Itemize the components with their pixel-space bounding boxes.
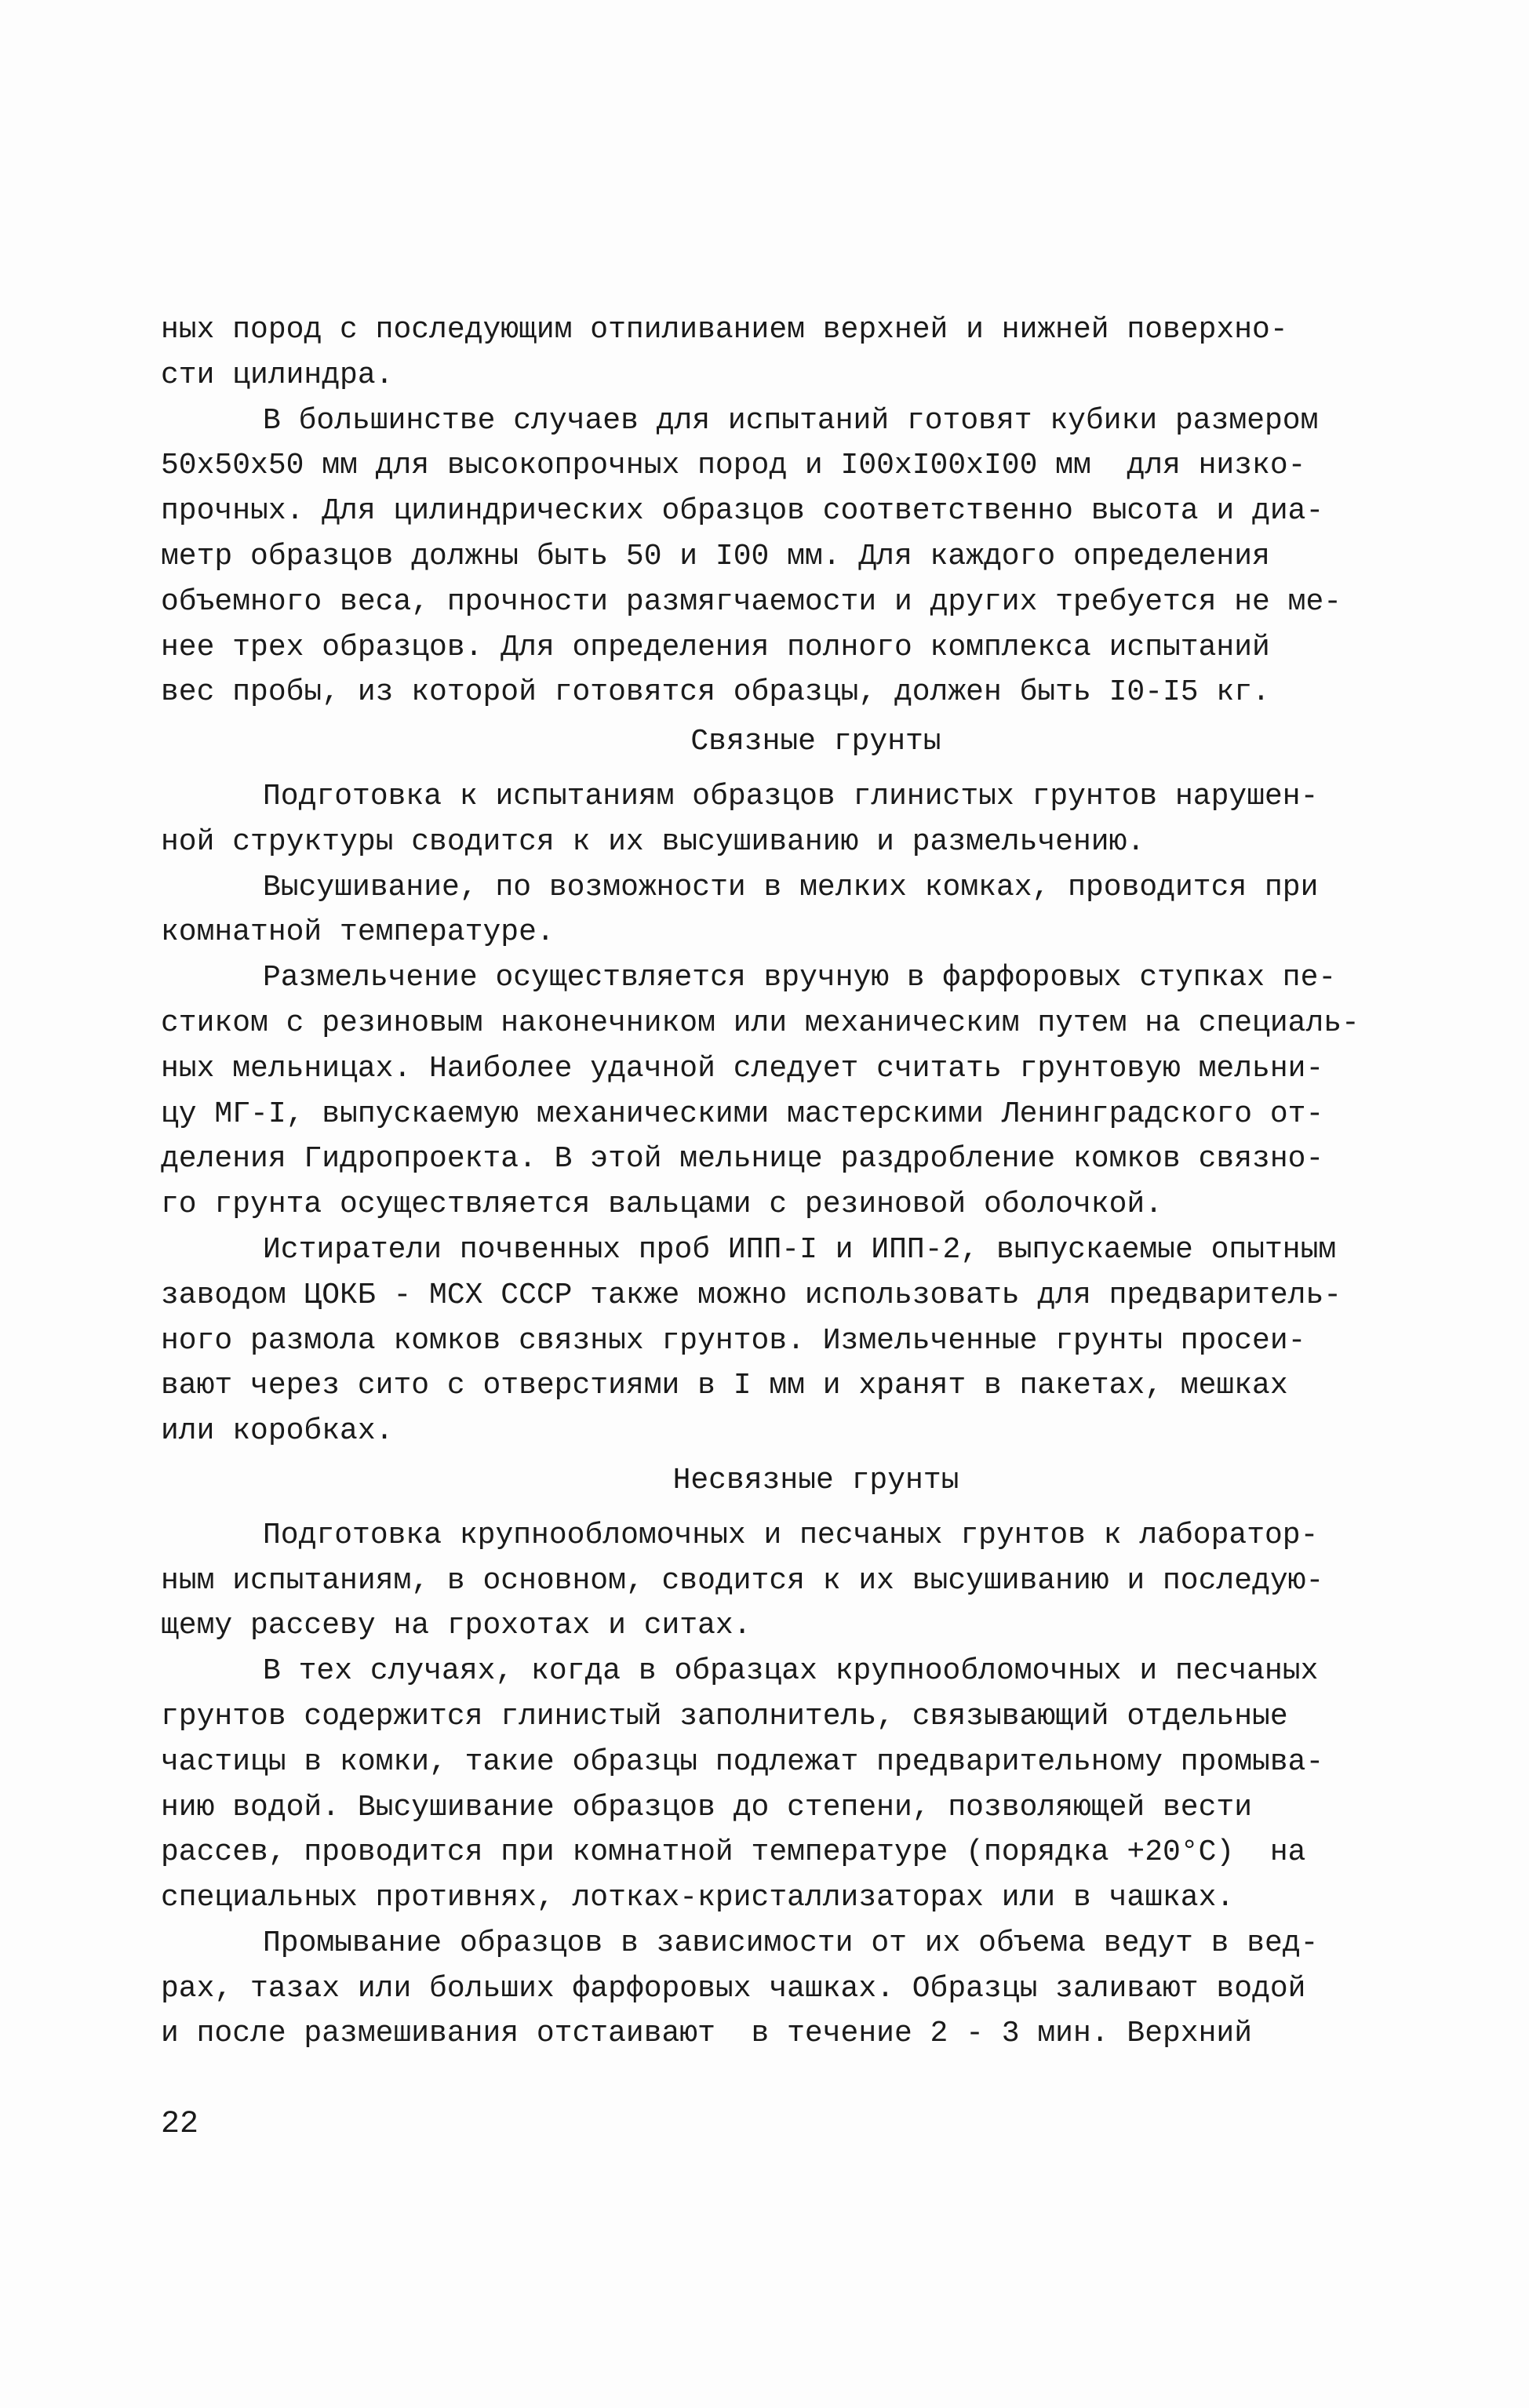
paragraph [161,955,1385,1228]
text-line: ного размола комков связных грунтов. Измельченные грунты просеи- [161,1323,1306,1358]
text-line: заводом ЦОКБ - МСХ СССР также можно использовать для предваритель- [161,1278,1342,1312]
section-heading: Связные грунты [690,725,941,759]
text-line: деления Гидропроекта. В этой мельнице раздробление комков связно- [161,1142,1324,1177]
paragraph [161,398,1385,716]
paragraph [161,1513,1385,1649]
text-line: частицы в комки, такие образцы подлежат предварительному промыва- [161,1744,1324,1779]
text-line: Высушивание, по возможности в мелких комках, проводится при [263,870,1319,904]
paragraph [161,307,1385,398]
text-line: нию водой. Высушивание образцов до степени, позволяющей вести [161,1790,1253,1824]
text-line: ным испытаниям, в основном, сводится к их высушиванию и последую- [161,1563,1324,1598]
page-number: 22 [161,2107,199,2142]
page-body [161,307,1385,2057]
text-line: прочных. Для цилиндрических образцов соответственно высота и диа- [161,494,1324,529]
text-line: стиком с резиновым наконечником или механическим путем на специаль- [161,1006,1360,1040]
paragraph [161,1228,1385,1454]
text-line: цу МГ-I, выпускаемую механическими мастерскими Ленинградского от- [161,1097,1324,1131]
section-heading: Несвязные грунты [672,1463,959,1497]
text-line: Промывание образцов в зависимости от их объема ведут в вед- [263,1926,1319,1960]
text-line: Подготовка крупнообломочных и песчаных грунтов к лаборатор- [263,1518,1319,1552]
text-line: Истиратели почвенных проб ИПП-I и ИПП-2, выпускаемые опытным [263,1232,1337,1267]
text-line: комнатной температуре. [161,915,555,950]
paragraph [161,1649,1385,1921]
text-line: грунтов содержится глинистый заполнитель, связывающий отдельные [161,1699,1288,1733]
text-line: В тех случаях, когда в образцах крупнообломочных и песчаных [263,1654,1319,1689]
text-line: вают через сито с отверстиями в I мм и хранят в пакетах, мешках [161,1369,1288,1403]
text-line: ных мельницах. Наиболее удачной следует считать грунтовую мельни- [161,1051,1324,1086]
text-line: Размельчение осуществляется вручную в фарфоровых ступках пе- [263,961,1337,995]
text-line: нее трех образцов. Для определения полного комплекса испытаний [161,630,1270,664]
text-line: го грунта осуществляется вальцами с резиновой оболочкой. [161,1188,1163,1222]
text-line: специальных противнях, лотках-кристаллизаторах или в чашках. [161,1881,1235,1915]
text-line: ной структуры сводится к их высушиванию и размельчению. [161,824,1145,859]
paragraph [161,774,1385,865]
paragraph [161,1921,1385,2057]
text-line: ных пород с последующим отпиливанием верхней и нижней поверхно- [161,313,1288,347]
text-line: рах, тазах или больших фарфоровых чашках. Образцы заливают водой [161,1971,1306,2006]
text-line: щему рассеву на грохотах и ситах. [161,1609,752,1643]
paragraph [161,865,1385,956]
text-line: Подготовка к испытаниям образцов глинистых грунтов нарушен- [263,779,1319,813]
text-line: вес пробы, из которой готовятся образцы, должен быть I0-I5 кг. [161,675,1270,710]
text-line: сти цилиндра. [161,358,394,392]
text-line: 50x50x50 мм для высокопрочных пород и I00xI00xI00 мм для низко- [161,449,1306,483]
text-line: рассев, проводится при комнатной температуре (порядка +20°С) на [161,1835,1306,1870]
text-line: или коробках. [161,1414,394,1449]
text-line: и после размешивания отстаивают в течение 2 - 3 мин. Верхний [161,2017,1253,2051]
text-line: объемного веса, прочности размягчаемости и других требуется не ме- [161,584,1342,619]
text-line: В большинстве случаев для испытаний готовят кубики размером [263,403,1319,438]
text-line: метр образцов должны быть 50 и I00 мм. Для каждого определения [161,539,1270,573]
